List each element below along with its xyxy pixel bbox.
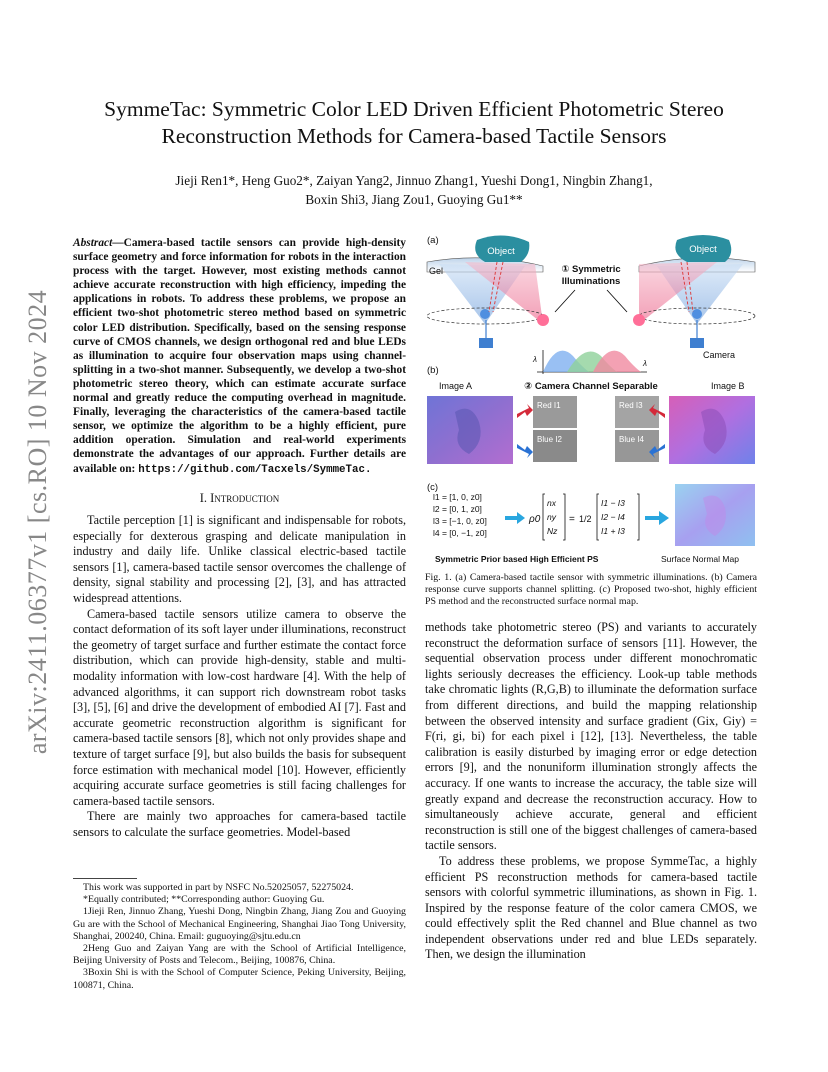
arrow-right xyxy=(607,290,627,312)
i-diff-13: I1 − I3 xyxy=(601,498,625,508)
arrow-red-left-icon xyxy=(517,404,533,418)
paper-title: SymmeTac: Symmetric Color LED Driven Efficient Photometric Stereo Reconstruction Methods for Camera-based Tactile Sensors xyxy=(104,97,724,148)
camera-label: Camera xyxy=(703,350,736,360)
lambda-label-right: λ xyxy=(643,359,647,368)
i-diff-24: I2 − I4 xyxy=(601,512,625,522)
authors-line-1: Jieji Ren1*, Heng Guo2*, Zaiyan Yang2, Jinnuo Zhang1, Yueshi Dong1, Ningbin Zhang1, xyxy=(175,173,653,188)
sensor-right xyxy=(633,258,755,348)
light-vector-l4: l4 = [0, −1, z0] xyxy=(433,528,487,538)
footnote: 1Jieji Ren, Jinnuo Zhang, Yueshi Dong, Ningbin Zhang, Jiang Zou and Guoying Gu are with the School of Mechanical Engineering, Shanghai Jiao Tong University, Shanghai, 200240, China. Email: guguoying@sjtu.edu.cn xyxy=(73,906,406,942)
footnote: 2Heng Guo and Zaiyan Yang are with the School of Artificial Intelligence, Beijing University of Posts and Telecom., Beijing, 100876, China. xyxy=(73,943,406,967)
abstract: Abstract—Camera-based tactile sensors can provide high-density surface geometry and force information for robots in the interaction process with the target. However, most existing methods cannot achieve accurate reconstruction with high efficiency, impeding the applications in robots. To address these problems, we propose an efficient two-shot photometric stereo method based on symmetric color LED distribution. Specifically, based on the sensing response curve of CMOS channels, we design orthogonal red and blue LEDs as illumination to acquire four observation maps using channel-splitting in a two-shot manner. Subsequently, we develop a two-shot photometric stereo theory, which can estimate accurate surface normal and greatly reduce the computing overhead in magnitude. Finally, leveraging the characteristics of the camera-based tactile sensor, we optimize the algorithm to be a highly efficient, pure addition operation. Simulation and real-world experiments demonstrate the advantages of our approach. Further details are available on: https://github.com/Tacxels/SymmeTac. xyxy=(73,237,406,476)
n-x: nx xyxy=(547,498,556,508)
panel-a-label: (a) xyxy=(427,235,439,246)
n-z: Nz xyxy=(547,526,558,536)
abstract-label: Abstract xyxy=(73,237,113,249)
rho-symbol: ρ0 xyxy=(529,514,541,525)
arrow-c-left-icon xyxy=(505,512,525,524)
normal-map-label: Surface Normal Map xyxy=(661,554,739,564)
paragraph: To address these problems, we propose SymmeTac, a highly efficient PS reconstruction methods for camera-based tactile sensors with colorful symmetric illuminations, as shown in Fig. 1. Inspired by the response feature of the color camera CMOS, we could effectively split the Red channel and Blue channel as two independent observations under red and blue LEDs separately. Then, we design the illumination xyxy=(425,853,757,962)
equals-sign: = xyxy=(569,514,575,525)
footnote-rule xyxy=(73,878,137,879)
light-vector-l3: l3 = [−1, 0, z0] xyxy=(433,516,487,526)
image-b-label: Image B xyxy=(711,381,745,391)
blue-i4-label: Blue I4 xyxy=(619,435,644,444)
symmetric-label-2: Illuminations xyxy=(561,276,621,287)
paragraph: Tactile perception [1] is significant and indispensable for robots, especially for dexterous grasping and delicate manipulation in industry and daily life. Unlike classical electric-based tactile sensors [1], camera-based tactile sensor overcomes the challenge of density, signal stability and processing [2], [3], and has attracted widespread attentions. xyxy=(73,513,406,605)
channel-separable-label: ② Camera Channel Separable xyxy=(524,381,658,392)
lambda-label-left: λ xyxy=(533,355,537,364)
author-list xyxy=(90,171,738,209)
i-sum-13: I1 + I3 xyxy=(601,526,625,536)
figure-caption: Fig. 1. (a) Camera-based tactile sensor with symmetric illuminations. (b) Camera response curve supports channel splitting. (c) Proposed two-shot, highly efficient PS method and the reconstructed surface normal map. xyxy=(425,572,757,607)
footnote: *Equally contributed; **Corresponding author: Guoying Gu. xyxy=(83,894,325,906)
footnotes xyxy=(73,882,406,992)
panel-c-label: (c) xyxy=(427,482,439,493)
intro-text xyxy=(73,513,406,840)
footnote: 3Boxin Shi is with the School of Computer Science, Peking University, Beijing, 100871, China. xyxy=(73,967,406,991)
light-vector-l1: l1 = [1, 0, z0] xyxy=(433,492,482,502)
red-i1-label: Red I1 xyxy=(537,401,561,410)
arxiv-side-stamp: arXiv:2411.06377v1 [cs.RO] 10 Nov 2024 xyxy=(23,289,52,755)
right-column-text xyxy=(425,620,757,963)
abstract-url[interactable]: https://github.com/Tacxels/SymmeTac. xyxy=(138,463,372,476)
gel-label: Gel xyxy=(429,266,444,276)
arrow-blue-left-icon xyxy=(517,444,533,458)
n-y: ny xyxy=(547,512,556,522)
footnote: This work was supported in part by NSFC No.52025057, 52275024. xyxy=(83,882,354,893)
arrow-c-right-icon xyxy=(645,511,669,525)
panel-b-label: (b) xyxy=(427,365,439,376)
figure-1-graphic xyxy=(425,232,757,568)
authors-line-2: Boxin Shi3, Jiang Zou1, Guoying Gu1** xyxy=(305,192,523,207)
object-label-left: Object xyxy=(487,246,515,257)
paragraph: Camera-based tactile sensors utilize camera to observe the contact deformation of its soft layer under illuminations, reconstruct the geometry of target surface and further estimate the contact force distribution, which can provide high-density, stable and multi-modality information with low-cost hardware [4]. With the help of advanced algorithms, it can support rich downstream robot tasks [3], [5], [6] and drive the development of embodied AI [7]. Fast and accurate geometric reconstruction algorithm is significant for camera-based tactile sensors [8], which not only provides shape and texture of target surface [9], but also builds the basis for subsequent force estimation with mechanical model [10]. However, efficiently acquiring accurate surface geometries is still facing challenges for camera-based tactile sensors. xyxy=(73,606,406,808)
image-a-label: Image A xyxy=(439,381,473,391)
light-vector-l2: l2 = [0, 1, z0] xyxy=(433,504,482,514)
symmetric-label-1: ① Symmetric xyxy=(561,264,621,275)
figure-1 xyxy=(425,232,757,568)
blue-i2-label: Blue I2 xyxy=(537,435,562,444)
red-i3-label: Red I3 xyxy=(619,401,643,410)
section-heading: I. Introduction xyxy=(199,491,280,505)
paragraph: methods take photometric stereo (PS) and variants to accurately reconstruct the deformation surface of sensors [11]. However, the sequential observation process under different monochromatic lights seriously decreases the efficiency. Look-up table methods take chromatic lights (R,G,B) to illuminate the deformation surface from different directions, and build the mapping relationship between the observed intensity and surface gradient (Gix, Giy) = F(ri, gi, bi) for each pixel i [12], [13]. Nevertheless, the table calibration is easily disturbed by imaging error or edge detection errors [9], and the nonuniform illumination strongly affects the accuracy. If one wants to increase the accuracy, the table size will greatly expand and decrease the reconstruction accuracy. How to simultaneously achieve accurate, general and efficient reconstruction is still one of the biggest challenges of camera-based tactile sensors. xyxy=(425,620,757,853)
sensor-left xyxy=(427,258,549,348)
ps-label: Symmetric Prior based High Efficient PS xyxy=(435,554,599,564)
response-curve xyxy=(537,350,647,374)
abstract-text: Camera-based tactile sensors can provide high-density surface geometry and force information for robots in the interaction process with the target. However, most existing methods cannot achieve accurate reconstruction with high efficiency, impeding the applications in robots. To address these problems, we propose an efficient two-shot photometric stereo method based on symmetric color LED distribution. Specifically, based on the sensing response curve of CMOS channels, we design orthogonal red and blue LEDs as illumination to acquire four observation maps using channel-splitting in a two-shot manner. Subsequently, we develop a two-shot photometric stereo theory, which can estimate accurate surface normal and greatly reduce the computing overhead in magnitude. Finally, leveraging the characteristics of the camera-based tactile sensor, we optimize the algorithm to be a highly efficient, pure addition operation. Simulation and real-world experiments demonstrate the advantages of our approach. Further details are available on: xyxy=(73,237,406,475)
object-label-right: Object xyxy=(689,244,717,255)
half-factor: 1/2 xyxy=(579,514,592,524)
arrow-left xyxy=(555,290,575,312)
paragraph: There are mainly two approaches for camera-based tactile sensors to calculate the surface geometries. Model-based xyxy=(73,809,406,839)
